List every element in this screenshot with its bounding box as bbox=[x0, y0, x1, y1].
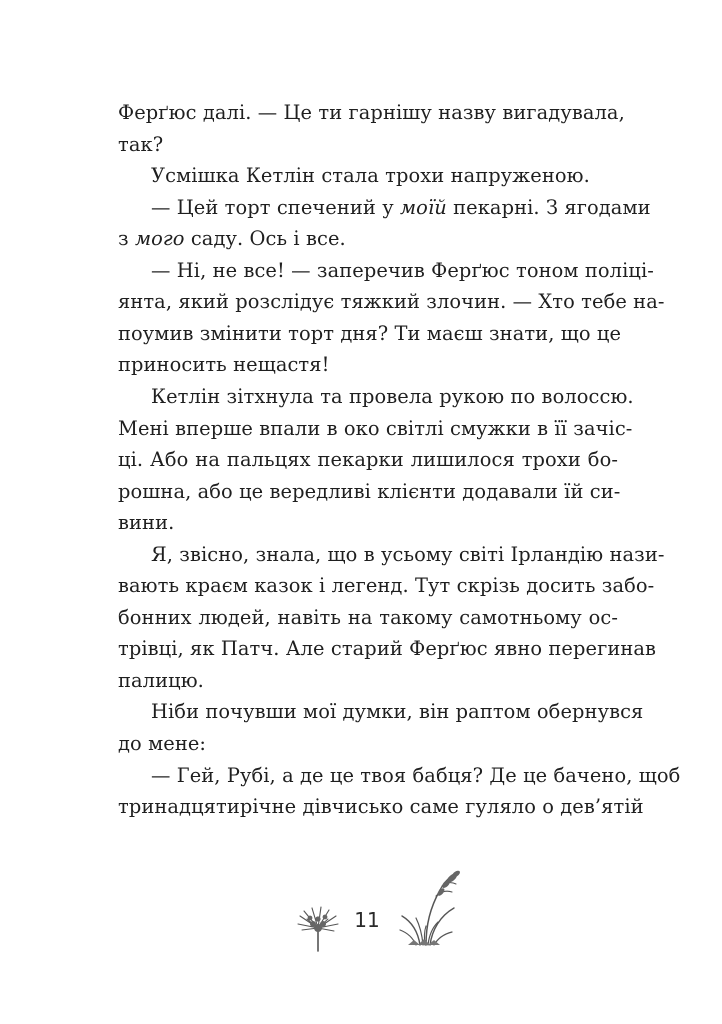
text-line: вають краєм казок і легенд. Тут скрізь досить забо- bbox=[118, 574, 655, 598]
text-line: вини. bbox=[118, 511, 175, 535]
text-line: янта, який розслідує тяжкий злочин. — Хто тебе на- bbox=[118, 290, 665, 314]
text-segment: — Цей торт спечений у bbox=[151, 195, 400, 219]
text-segment: пекарні. З ягодами bbox=[446, 195, 651, 219]
text-line: поумив змінити торт дня? Ти маєш знати, що це bbox=[118, 321, 622, 345]
text-line: до мене: bbox=[118, 732, 207, 755]
text-line: трівці, як Патч. Але старий Ферґюс явно перегинав bbox=[118, 637, 657, 661]
emphasized-word: моїй bbox=[400, 195, 447, 219]
text-line: ці. Або на пальцях пекарки лишилося трохи бо- bbox=[118, 448, 618, 472]
text-line: — Гей, Рубі, а де це твоя бабця? Де це бачено, щоб bbox=[151, 763, 681, 787]
text-line: Кетлін зітхнула та провела рукою по волоссю. bbox=[151, 384, 634, 408]
grass-plant-icon bbox=[396, 870, 462, 946]
text-line: так? bbox=[118, 132, 164, 156]
text-line bbox=[151, 193, 651, 223]
text-line: тринадцятирічне дівчисько саме гуляло о дев’ятій bbox=[118, 795, 644, 819]
text-line: Мені вперше впали в око світлі смужки в її зачіс- bbox=[118, 416, 633, 440]
text-line: бонних людей, навіть на такому самотньому ос- bbox=[118, 605, 618, 629]
text-line: Я, звісно, знала, що в усьому світі Ірландію нази- bbox=[151, 542, 665, 566]
text-line: рошна, або це вередливі клієнти додавали їй си- bbox=[118, 479, 621, 503]
dandelion-plant-icon bbox=[294, 902, 342, 952]
text-line: приносить нещастя! bbox=[118, 353, 330, 377]
text-segment: саду. Ось і все. bbox=[184, 227, 346, 251]
page-number: 11 bbox=[354, 908, 380, 932]
text-line: палицю. bbox=[118, 668, 204, 692]
text-line: Усмішка Кетлін стала трохи напруженою. bbox=[151, 164, 590, 188]
text-line bbox=[118, 224, 346, 254]
text-line: Ферґюс далі. — Це ти гарнішу назву вигадувала, bbox=[118, 101, 625, 124]
text-segment: з bbox=[118, 227, 135, 251]
page-footer bbox=[0, 880, 722, 970]
text-line: — Ні, не все! — заперечив Ферґюс тоном поліці- bbox=[151, 258, 654, 282]
emphasized-word: мого bbox=[134, 227, 185, 251]
text-line: Ніби почувши мої думки, він раптом обернувся bbox=[151, 700, 644, 724]
